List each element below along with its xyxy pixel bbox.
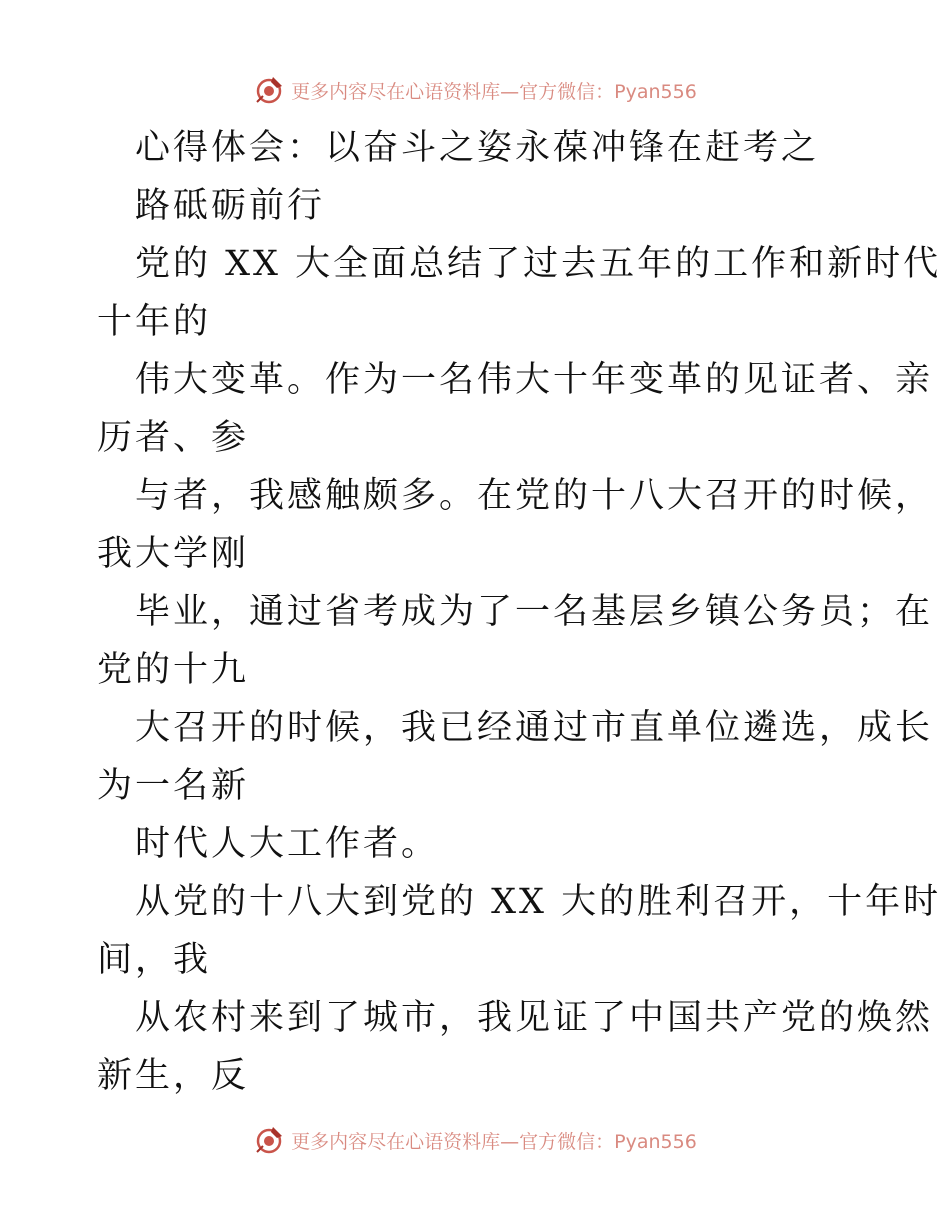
body-line: 十年的 — [97, 302, 212, 342]
watermark-text: 更多内容尽在心语资料库—官方微信：Pyan556 — [291, 80, 697, 103]
body-line: 与者，我感触颇多。在党的十八大召开的时候， — [135, 476, 934, 516]
body-line: 大召开的时候，我已经通过市直单位遴选，成长 — [135, 708, 934, 748]
body-line: 时代人大工作者。 — [135, 824, 440, 864]
body-line: 从党的十八大到党的 XX 大的胜利召开，十年时 — [135, 882, 942, 922]
pen-logo-icon — [253, 1124, 285, 1156]
document-title-line-1: 心得体会：以奋斗之姿永葆冲锋在赶考之 — [135, 128, 820, 168]
body-line: 党的十九 — [97, 650, 250, 690]
body-line: 党的 XX 大全面总结了过去五年的工作和新时代 — [135, 244, 942, 284]
pen-logo-icon — [253, 74, 285, 106]
body-line: 伟大变革。作为一名伟大十年变革的见证者、亲 — [135, 360, 934, 400]
document-title-line-2: 路砥砺前行 — [135, 186, 326, 226]
body-line: 新生，反 — [97, 1056, 250, 1096]
body-line: 毕业，通过省考成为了一名基层乡镇公务员；在 — [135, 592, 934, 632]
footer-watermark — [0, 1124, 950, 1156]
body-line: 为一名新 — [97, 766, 250, 806]
watermark-text: 更多内容尽在心语资料库—官方微信：Pyan556 — [291, 1130, 697, 1153]
body-line: 从农村来到了城市，我见证了中国共产党的焕然 — [135, 998, 934, 1038]
body-line: 我大学刚 — [97, 534, 250, 574]
body-line: 历者、参 — [97, 418, 250, 458]
body-line: 间，我 — [97, 940, 212, 980]
header-watermark — [0, 74, 950, 106]
